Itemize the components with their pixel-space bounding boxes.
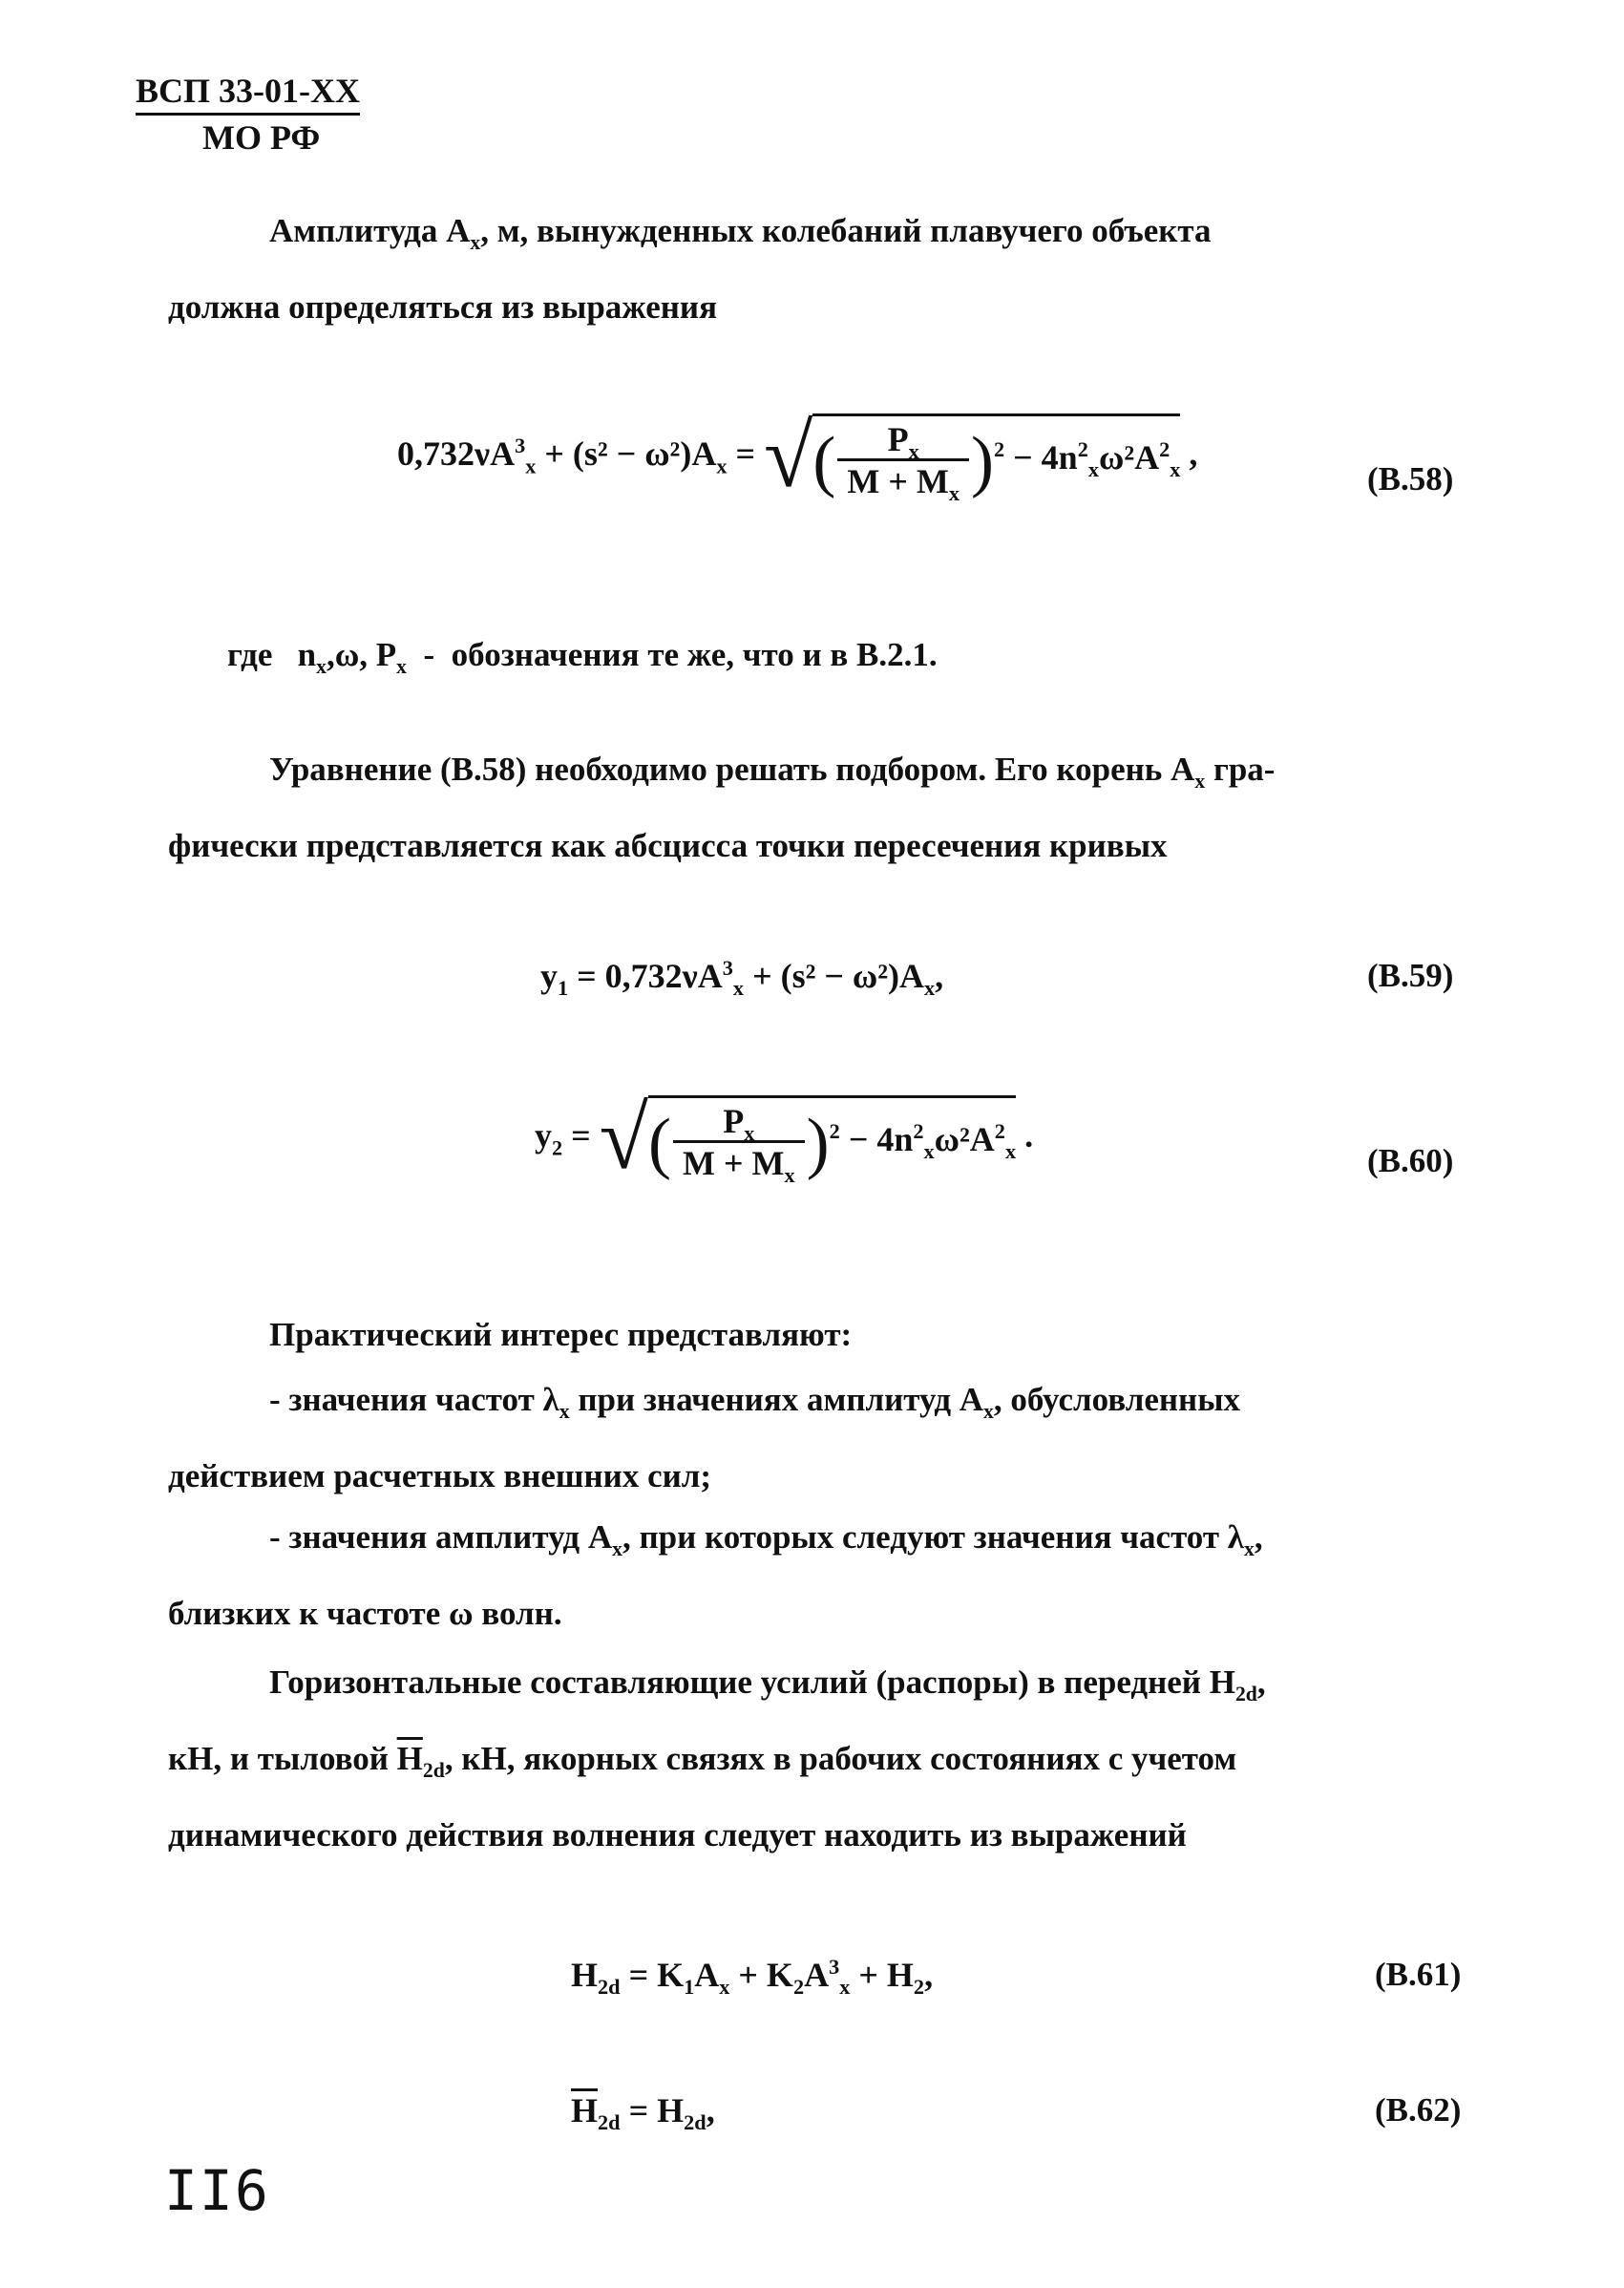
where-line: где $n_x,\omega$, $P_x$ - обозначения те же, что и в B.2.1. xyxy=(227,636,938,678)
equation-b60: $y_2$ = √( $\frac{P_x}{M + M_x}$ )$^2 - 4n^2_x\omega^2A^2_x$ . xyxy=(535,1090,1034,1188)
para1-line1: Амплитуда $A_x$, м, вынужденных колебаний плавучего объекта xyxy=(269,212,1212,254)
para3-item2: - значения амплитуд $A_x$, при которых следуют значения частот $\lambda_x$, xyxy=(269,1518,1263,1560)
doc-code: ВСП 33-01-ХХ xyxy=(136,69,360,116)
equation-label-b60: (B.60) xyxy=(1367,1142,1454,1179)
page-number: II6 xyxy=(164,2158,270,2223)
document-header xyxy=(136,69,360,159)
equation-label-b59: (B.59) xyxy=(1367,957,1454,994)
para4-line3: динамического действия волнения следует находить из выражений xyxy=(168,1816,1187,1854)
para4-line2: кН, и тыловой $\overline{H}_{2d}$, кН, якорных связях в рабочих состояниях с учетом xyxy=(168,1740,1237,1782)
equation-b59: $y_1 = 0,732\nu A^3_x + (s^2 - \omega^2)A_x$, xyxy=(540,956,944,1001)
equation-label-b61: (B.61) xyxy=(1375,1956,1462,1993)
equation-b62: $\overline{H}_{2d} = H_{2d}$, xyxy=(571,2091,715,2135)
equation-label-b62: (B.62) xyxy=(1375,2091,1462,2129)
equation-b61: $H_{2d} = K_1A_x + K_2A^3_x + H_2$, xyxy=(571,1955,934,2000)
equation-b58: $0,732\nu A^3_x + (s^2 - \omega^2)A_x$ = √( $\frac{P_x}{M + M_x}$ )$^2 - 4n^2_x\omega^2A^2_x$ , xyxy=(397,408,1198,506)
org-name: МО РФ xyxy=(202,118,321,157)
para1-line2: должна определяться из выражения xyxy=(168,288,718,326)
para4-line1: Горизонтальные составляющие усилий (распоры) в передней $H_{2d}$, xyxy=(269,1663,1266,1705)
para2-line1: Уравнение (B.58) необходимо решать подбором. Его корень $A_x$ гра- xyxy=(269,751,1276,793)
para3-item1-cont: действием расчетных внешних сил; xyxy=(168,1457,712,1494)
para3-item1: - значения частот $\lambda_x$ при значениях амплитуд $A_x$, обусловленных xyxy=(269,1381,1241,1423)
para2-line2: фически представляется как абсцисса точки пересечения кривых xyxy=(168,827,1168,864)
equation-label-b58: (B.58) xyxy=(1367,460,1454,498)
para3-intro: Практический интерес представляют: xyxy=(269,1316,853,1353)
para3-item2-cont: близких к частоте ω волн. xyxy=(168,1595,562,1632)
